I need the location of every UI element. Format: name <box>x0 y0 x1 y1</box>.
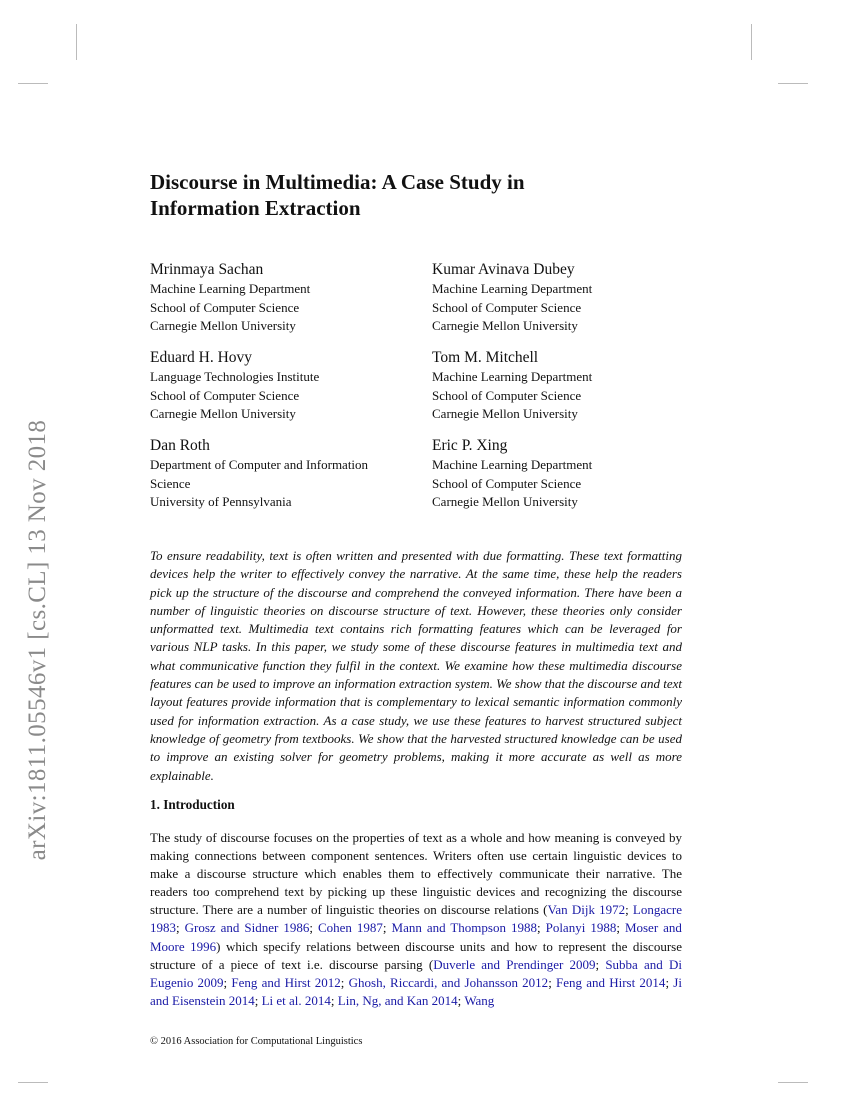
crop-mark <box>778 83 808 84</box>
author-affiliation: School of Computer Science <box>432 299 582 315</box>
author-affiliation: Carnegie Mellon University <box>432 494 578 509</box>
copyright-footer: © 2016 Association for Computational Linguistics <box>150 1036 363 1047</box>
author-block <box>150 260 410 336</box>
citation-link[interactable]: Van Dijk 1972 <box>547 902 626 918</box>
separator: ; <box>176 920 185 936</box>
separator: ; <box>382 920 392 936</box>
author-block <box>150 436 410 512</box>
separator: ; <box>330 992 338 1008</box>
separator: ; <box>457 992 465 1008</box>
separator: ; <box>665 974 674 990</box>
citation-link[interactable]: Feng and Hirst 2012 <box>231 974 341 990</box>
citation-link[interactable]: Subba and Di Eugenio 2009 <box>150 956 682 990</box>
separator: ; <box>625 902 633 918</box>
author-affiliation: Science <box>150 475 191 491</box>
author-affiliation: School of Computer Science <box>150 387 300 403</box>
author-affiliation: Language Technologies Institute <box>150 369 320 384</box>
author-name: Dan Roth <box>150 437 210 454</box>
citation-link[interactable]: Polanyi 1988 <box>545 920 617 936</box>
author-name: Eduard H. Hovy <box>150 349 253 366</box>
author-affiliation: University of Pennsylvania <box>150 494 292 509</box>
author-block <box>432 348 692 424</box>
author-name: Tom M. Mitchell <box>432 349 539 366</box>
citation-link[interactable]: Moser and Moore 1996 <box>150 920 682 954</box>
citation-link[interactable]: Grosz and Sidner 1986 <box>184 920 310 936</box>
crop-mark <box>76 24 77 60</box>
paper-title <box>150 169 710 221</box>
author-affiliation: School of Computer Science <box>432 475 582 491</box>
crop-mark <box>18 83 48 84</box>
author-affiliation: Carnegie Mellon University <box>432 318 578 333</box>
author-affiliation: Machine Learning Department <box>432 281 593 296</box>
author-affiliation: Carnegie Mellon University <box>150 406 296 421</box>
separator: ; <box>536 920 546 936</box>
crop-mark <box>18 1082 48 1083</box>
paragraph-text: The study of discourse focuses on the properties of text as a whole and how meaning is conveyed by making connections between component sentences. Writers often use certain linguistic devices to make a discourse structure which enables them to effectively communicate their narrative. The readers too comprehend text by picking up these linguistic devices and recognizing the discourse structure. There are a number of linguistic theories on discourse relations ( <box>150 830 682 918</box>
author-affiliation: School of Computer Science <box>150 299 300 315</box>
separator: ; <box>340 974 349 990</box>
separator: ; <box>595 956 606 972</box>
author-affiliation: Machine Learning Department <box>432 369 593 384</box>
citation-link[interactable]: Duverle and Prendinger 2009 <box>433 956 596 972</box>
citation-link[interactable]: Longacre 1983 <box>150 902 682 936</box>
author-block <box>432 436 692 512</box>
author-affiliation: Machine Learning Department <box>432 457 593 472</box>
separator: ; <box>616 920 625 936</box>
separator: ; <box>223 974 232 990</box>
author-block <box>432 260 692 336</box>
intro-paragraph <box>150 829 682 1010</box>
citation-link[interactable]: Mann and Thompson 1988 <box>391 920 537 936</box>
author-name: Eric P. Xing <box>432 437 508 454</box>
citation-link[interactable]: Li et al. 2014 <box>261 992 331 1008</box>
author-affiliation: School of Computer Science <box>432 387 582 403</box>
author-block <box>150 348 410 424</box>
citation-link[interactable]: Wang <box>464 992 495 1008</box>
author-name: Mrinmaya Sachan <box>150 261 264 278</box>
author-affiliation: Carnegie Mellon University <box>432 406 578 421</box>
paragraph-text: ) which specify relations between discourse units and how to represent the discourse structure of a piece of text i.e. discourse parsing ( <box>150 938 682 972</box>
citation-link[interactable]: Lin, Ng, and Kan 2014 <box>337 992 458 1008</box>
citation-link[interactable]: Ji and Eisenstein 2014 <box>150 974 682 1008</box>
section-heading: 1. Introduction <box>150 797 235 812</box>
author-name: Kumar Avinava Dubey <box>432 261 575 278</box>
title-line: Information Extraction <box>150 196 361 220</box>
author-affiliation: Machine Learning Department <box>150 281 311 296</box>
abstract: To ensure readability, text is often written and presented with due formatting. These text formatting devices help the writer to effectively convey the narrative. At the same time, these help the readers pick up the structure of the discourse and comprehend the conveyed information. There have been a number of linguistic theories on discourse structure of text. However, these theories only consider unformatted text. Multimedia text contains rich formatting features which can be leveraged for various NLP tasks. In this paper, we study some of these discourse features in multimedia text and what communicative function they fulfil in the context. We examine how these multimedia discourse features can be used to improve an information extraction system. We show that the discourse and text layout features provide information that is complementary to lexical semantic information commonly used for information extraction. As a case study, we use these features to harvest structured subject knowledge of geometry from textbooks. We show that the harvested structured knowledge can be used to improve an existing solver for geometry problems, making it more accurate as well as more explainable. <box>150 548 682 783</box>
citation-link[interactable]: Ghosh, Riccardi, and Johansson 2012 <box>348 974 549 990</box>
separator: ; <box>548 974 557 990</box>
crop-mark <box>778 1082 808 1083</box>
title-line: Discourse in Multimedia: A Case Study in <box>150 170 525 194</box>
author-affiliation: Carnegie Mellon University <box>150 318 296 333</box>
citation-link[interactable]: Feng and Hirst 2014 <box>556 974 666 990</box>
separator: ; <box>309 920 318 936</box>
separator: ; <box>254 992 262 1008</box>
citation-link[interactable]: Cohen 1987 <box>317 920 383 936</box>
crop-mark <box>751 24 752 60</box>
author-affiliation: Department of Computer and Information <box>150 457 369 472</box>
arxiv-stamp: arXiv:1811.05546v1 [cs.CL] 13 Nov 2018 <box>24 419 51 861</box>
